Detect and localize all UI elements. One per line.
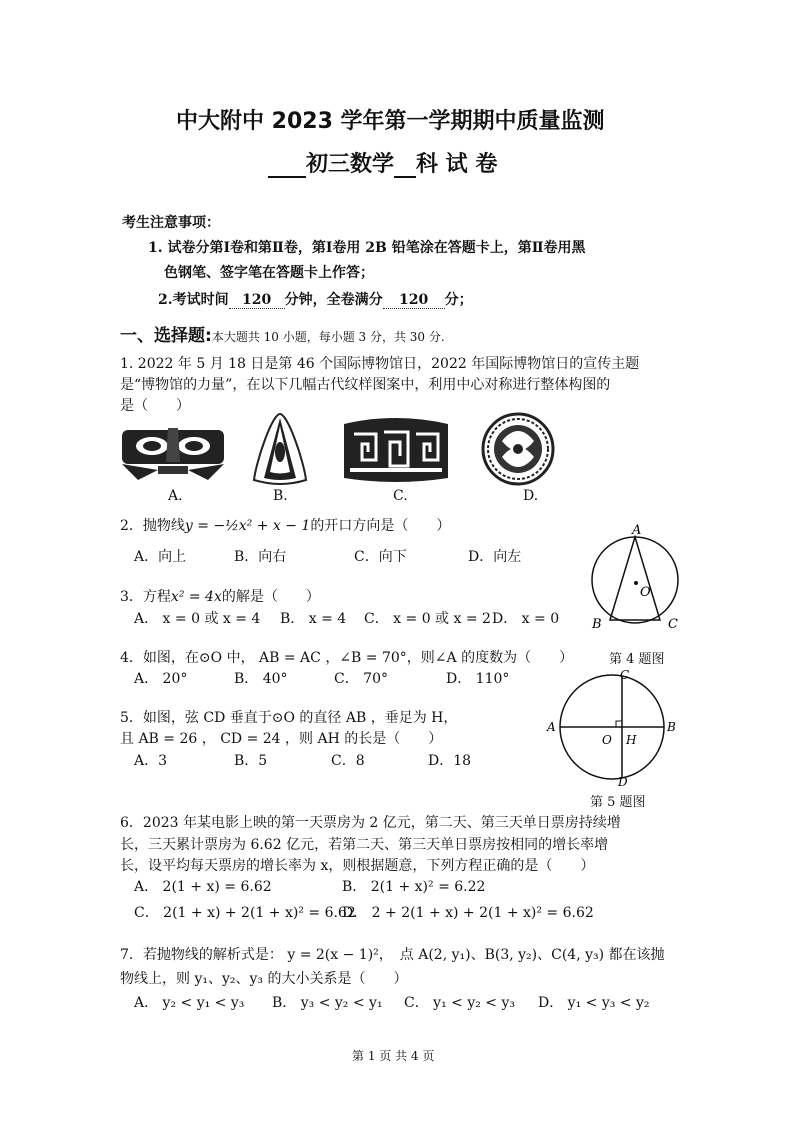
fig5-label-h: H: [626, 733, 637, 747]
q2-option-d: D．向左: [468, 549, 522, 565]
fig5-label-a: A: [547, 720, 556, 734]
figure-4-caption: 第 4 题图: [609, 652, 665, 667]
meander-pattern-image: [340, 414, 452, 486]
q2-option-b: B．向右: [234, 549, 287, 565]
fig5-label-c: C: [620, 668, 630, 682]
q3-suffix: 的解是（ ）: [221, 589, 320, 605]
notice-item-1: 1. 试卷分第Ⅰ卷和第Ⅱ卷，第Ⅰ卷用 2B 铅笔涂在答题卡上，第Ⅱ卷用黑: [148, 240, 586, 256]
q4-option-d: D． 110°: [446, 671, 510, 687]
notice-score-unit: 分；: [444, 292, 473, 308]
fig4-label-o: O: [640, 585, 651, 600]
q1-option-a-label: A.: [168, 488, 183, 504]
q1-option-d-label: D.: [523, 488, 539, 504]
q5-line-2: 且 AB = 26 ， CD = 24 ，则 AH 的长是（ ）: [120, 731, 443, 747]
exam-title: 中大附中 2023 学年第一学期期中质量监测: [176, 109, 605, 134]
q6-option-d: D． 2 + 2(1 + x) + 2(1 + x)² = 6.62: [342, 905, 594, 921]
q4-option-b: B． 40°: [234, 671, 288, 687]
q2-suffix: 的开口方向是（ ）: [310, 518, 451, 534]
q6-line-3: 长，设平均每天票房的增长率为 x，则根据题意，下列方程正确的是（ ）: [120, 858, 595, 874]
notice-heading: 考生注意事项：: [122, 215, 220, 231]
round-pattern-image: [480, 411, 556, 487]
blank-underline: [394, 154, 416, 178]
q3-option-c: C． x = 0 或 x = 2: [364, 611, 491, 627]
fig5-label-d: D: [618, 775, 628, 788]
q6-option-a: A． 2(1 + x) = 6.62: [134, 879, 272, 895]
q2-stem: [120, 515, 450, 535]
exam-time-value: 120: [229, 292, 285, 309]
q3-stem: [120, 586, 320, 606]
q5-option-c: C．8: [331, 753, 365, 769]
q1-option-b-label: B.: [273, 488, 288, 504]
q1-line-3: 是（ ）: [120, 398, 190, 414]
q7-option-b: B． y₃ < y₂ < y₁: [272, 995, 383, 1011]
q6-line-1: 6．2023 年某电影上映的第一天票房为 2 亿元，第二天、第三天单日票房持续增: [120, 815, 621, 831]
q3-option-b: B． x = 4: [280, 611, 347, 627]
q7-line-2: 物线上，则 y₁、y₂、y₃ 的大小关系是（ ）: [120, 971, 408, 987]
q3-option-a: A． x = 0 或 x = 4: [134, 611, 261, 627]
q5-option-a: A．3: [134, 753, 168, 769]
q6-line-2: 长，三天累计票房为 6.62 亿元，若第二天、第三天单日票房按相同的增长率增: [120, 837, 609, 853]
exam-subtitle: [268, 147, 497, 178]
fig5-label-b: B: [667, 720, 676, 734]
fig4-label-c: C: [668, 617, 678, 632]
q7-option-c: C． y₁ < y₂ < y₃: [404, 995, 515, 1011]
q2-formula: y = −½x² + x − 1: [184, 518, 311, 534]
q2-prefix: 2．抛物线: [120, 518, 185, 534]
section-heading: [120, 321, 445, 346]
q6-option-c: C． 2(1 + x) + 2(1 + x)² = 6.62: [134, 905, 356, 921]
q5-option-d: D．18: [428, 753, 472, 769]
notice-score-label: 分钟，全卷满分: [284, 292, 383, 308]
notice-item-1-cont: 色钢笔、签字笔在答题卡上作答；: [164, 265, 374, 281]
figure-5-circle-diagram: [542, 666, 682, 788]
figure-4-circle-diagram: [580, 522, 690, 634]
q4-option-c: C． 70°: [334, 671, 388, 687]
q1-option-c-label: C.: [393, 488, 408, 504]
notice-item-2: [158, 289, 473, 309]
q2-option-c: C．向下: [354, 549, 407, 565]
figure-5-caption: 第 5 题图: [590, 795, 646, 810]
q3-prefix: 3．方程: [120, 589, 171, 605]
q2-option-a: A．向上: [134, 549, 187, 565]
section-description: 本大题共 10 小题，每小题 3 分，共 30 分.: [211, 330, 445, 344]
q1-line-1: 1. 2022 年 5 月 18 日是第 46 个国际博物馆日，2022 年国际博物馆日的宣传主题: [120, 356, 640, 372]
q1-line-2: 是“博物馆的力量”，在以下几幅古代纹样图案中，利用中心对称进行整体构图的: [120, 377, 611, 393]
full-score-value: 120: [383, 292, 445, 309]
section-title: 一、选择题:: [120, 326, 212, 346]
fig4-label-b: B: [592, 617, 602, 632]
q4-option-a: A． 20°: [134, 671, 188, 687]
q5-line-1: 5．如图，弦 CD 垂直于⊙O 的直径 AB ，垂足为 H，: [120, 710, 458, 726]
notice-time-label: 2.考试时间: [158, 292, 229, 308]
page-footer: 第 1 页 共 4 页: [352, 1049, 435, 1063]
q5-option-b: B．5: [234, 753, 268, 769]
q7-option-d: D． y₁ < y₃ < y₂: [538, 995, 650, 1011]
fig5-label-o: O: [602, 733, 612, 747]
subject-suffix: 科 试 卷: [416, 152, 498, 177]
mask-pattern-image: [118, 418, 228, 484]
q7-option-a: A． y₂ < y₁ < y₃: [134, 995, 245, 1011]
q7-line-1: 7．若抛物线的解析式是： y = 2(x − 1)²， 点 A(2, y₁)、B(3, y₂)、C(4, y₃) 都在该抛: [120, 947, 665, 963]
subject-label: 初三数学: [306, 152, 395, 177]
blank-underline: [268, 154, 306, 178]
cone-pattern-image: [250, 412, 310, 488]
q3-formula: x² = 4x: [170, 589, 222, 605]
fig4-label-a: A: [632, 523, 642, 538]
q3-option-d: D． x = 0: [492, 611, 560, 627]
q4-stem: 4．如图，在⊙O 中， AB = AC ，∠B = 70°，则∠A 的度数为（ ）: [120, 650, 574, 666]
q6-option-b: B． 2(1 + x)² = 6.22: [342, 879, 486, 895]
